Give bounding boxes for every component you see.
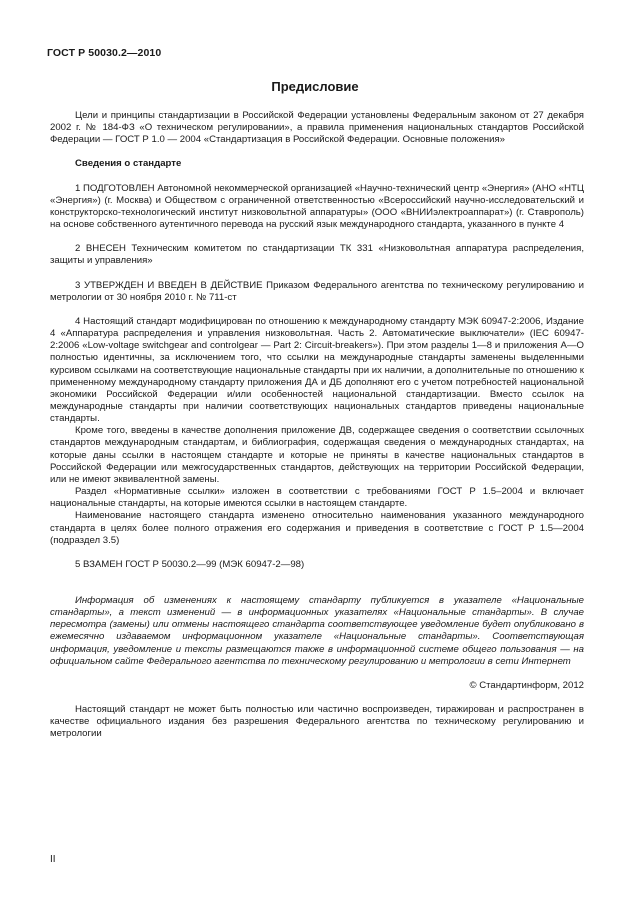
reproduction-notice: Настоящий стандарт не может быть полностью или частично воспроизведен, тиражирован и распространен в качестве официального издания без разрешения Федерального агентства по техническому регулированию и метрологии bbox=[50, 704, 584, 740]
item-4-title-change: Наименование настоящего стандарта изменено относительно наименования указанного международного стандарта в целях более полного отражения его содержания и приведения в соответствие с ГОСТ Р 1.5—2004 (подраздел 3.5) bbox=[50, 510, 584, 546]
item-4-modification: 4 Настоящий стандарт модифицирован по отношению к международному стандарту МЭК 60947-2:2006, Издание 4 «Аппаратура распределения и управления низковольтная. Часть 2. Автоматические выключатели» (IEC 60947-2:2006 «Low-voltage switchgear and controlgear — Part 2: Circuit-breakers»). При этом разделы 1—8 и приложения А—О полностью идентичны, за исключением того, что ссылки на международные стандарты заменены выделенными курсивом ссылками на соответствующие национальные стандарты при их наличии, а дополнительные по отношению к примененному международному стандарту приложения ДА и ДБ дополняют его с учетом потребностей национальной экономики Российской Федерации и/или особенностей национальной стандартизации. Вместо ссылок на международные стандарты при наличии соответствующих национальных стандартов приведены национальные стандарты. bbox=[50, 315, 584, 425]
document-code-header: ГОСТ Р 50030.2—2010 bbox=[47, 47, 162, 59]
item-5-replaces: 5 ВЗАМЕН ГОСТ Р 50030.2—99 (МЭК 60947-2—98) bbox=[75, 558, 305, 570]
page-number: II bbox=[50, 854, 56, 865]
page-title: Предисловие bbox=[271, 79, 359, 94]
item-3-approved: 3 УТВЕРЖДЕН И ВВЕДЕН В ДЕЙСТВИЕ Приказом Федерального агентства по техническому регулированию и метрологии от 30 ноября 2010 г. № 711-ст bbox=[50, 279, 584, 303]
item-2-submitted: 2 ВНЕСЕН Техническим комитетом по стандартизации ТК 331 «Низковольтная аппаратура распределения, защиты и управления» bbox=[50, 243, 584, 267]
item-4-normative-refs: Раздел «Нормативные ссылки» изложен в соответствии с требованиями ГОСТ Р 1.5–2004 и включает национальные стандарты, на которые имеются ссылки в настоящем стандарте. bbox=[50, 486, 584, 510]
section-heading: Сведения о стандарте bbox=[75, 158, 182, 170]
document-body bbox=[50, 110, 584, 741]
changes-notice: Информация об изменениях к настоящему стандарту публикуется в указателе «Национальные стандарты», а текст изменений — в информационных указателях «Национальные стандарты». В случае пересмотра (замены) или отмены настоящего стандарта соответствующее уведомление будет опубликовано в ежемесячно издаваемом информационном указателе «Национальные стандарты». Соответствующая информация, уведомление и тексты размещаются также в информационной системе общего пользования — на официальном сайте Федерального агентства по техническому регулированию и метрологии в сети Интернет bbox=[50, 595, 584, 667]
item-1-prepared: 1 ПОДГОТОВЛЕН Автономной некоммерческой организацией «Научно-технический центр «Энергия» (АНО «НТЦ «Энергия») (г. Москва) и Обществом с ограниченной ответственностью «Всероссийский научно-исследовательский и конструкторско-технологический институт низковольтной аппаратуры» (ООО «ВНИИэлектроаппарат») (г. Ставрополь) на основе собственного аутентичного перевода на русский язык международного стандарта, указанного в пункте 4 bbox=[50, 182, 584, 231]
intro-paragraph: Цели и принципы стандартизации в Российской Федерации установлены Федеральным законом от 27 декабря 2002 г. № 184-ФЗ «О техническом регулировании», а правила применения национальных стандартов Российской Федерации — ГОСТ Р 1.0 — 2004 «Стандартизация в Российской Федерации. Основные положения» bbox=[50, 110, 584, 146]
copyright-line: © Стандартинформ, 2012 bbox=[469, 679, 584, 691]
item-4-additions: Кроме того, введены в качестве дополнения приложение ДВ, содержащее сведения о соответствии ссылочных стандартов международным стандартам, и библиография, содержащая сведения о международных стандартах, на которые даны ссылки в настоящем стандарте и которые не приняты в качестве национальных стандартов в Российской Федерации или межгосударственных стандартов, действующих на территории Российской Федерации, или не имеют эквивалентной замены. bbox=[50, 425, 584, 485]
